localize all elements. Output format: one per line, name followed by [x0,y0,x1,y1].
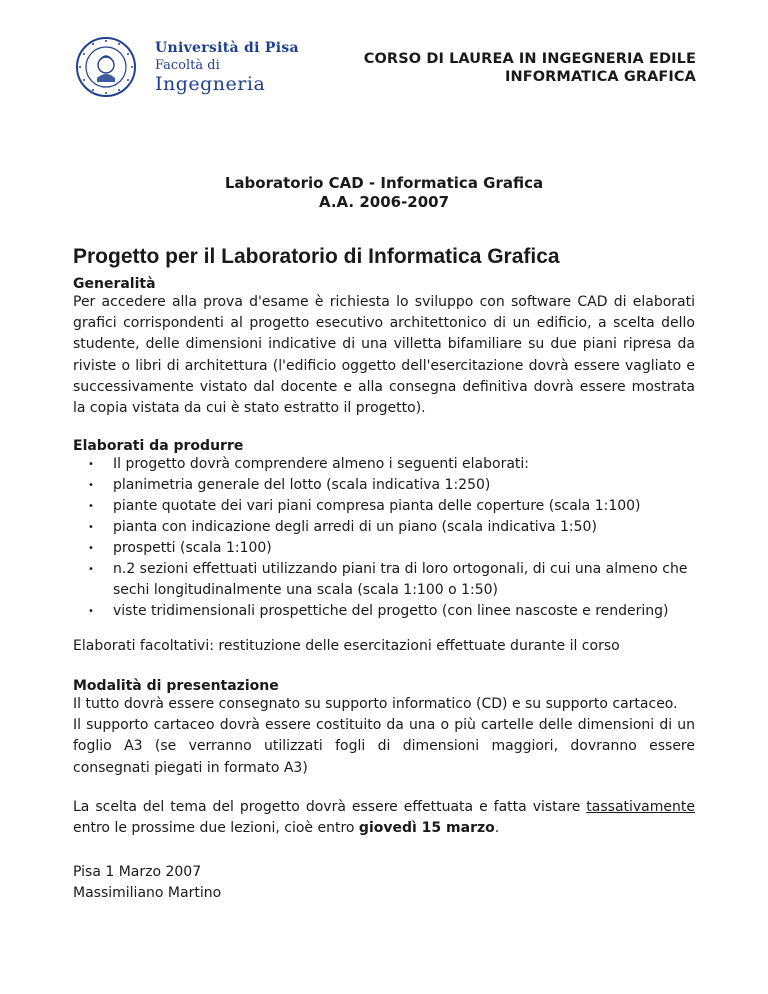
list-item: • planimetria generale del lotto (scala indicativa 1:250) [73,475,695,496]
faculty-name: Ingegneria [155,73,266,95]
elaborati-heading: Elaborati da produrre [73,438,244,454]
course-line-2: INFORMATICA GRAFICA [504,69,696,85]
university-name: Università di Pisa [155,40,299,56]
bullet-icon: • [88,480,94,491]
page-title: Progetto per il Laboratorio di Informatica Grafica [73,245,560,268]
academic-year: A.A. 2006-2007 [318,193,450,211]
bullet-icon: • [88,522,94,533]
modalita-heading: Modalità di presentazione [73,678,279,694]
bullet-icon: • [88,564,94,575]
list-item: • pianta con indicazione degli arredi di un piano (scala indicativa 1:50) [73,517,695,538]
course-line-1: CORSO DI LAUREA IN INGEGNERIA EDILE [363,51,696,67]
list-item: • Il progetto dovrà comprendere almeno i seguenti elaborati: [73,454,695,475]
bullet-icon: • [88,543,94,554]
list-item: • prospetti (scala 1:100) [73,538,695,559]
bullet-icon: • [88,501,94,512]
lab-heading [0,174,768,212]
modalita-line-1: Il tutto dovrà essere consegnato su supporto informatico (CD) e su supporto cartaceo. [73,696,678,712]
scelta-paragraph: La scelta del tema del progetto dovrà essere effettuata e fatta vistare tassativamente entro le prossime due lezioni, cioè entro giovedì 15 marzo. [73,799,695,837]
university-name-block [155,40,299,95]
deadline-date: giovedì 15 marzo [358,820,495,837]
elaborati-section [73,438,695,622]
bullet-icon: • [88,606,94,617]
faculty-prefix: Facoltà di [155,58,220,73]
course-header [364,50,696,86]
bullet-icon: • [88,459,94,470]
university-seal-icon [75,36,137,98]
elaborati-list [73,454,695,622]
modalita-line-2: Il supporto cartaceo dovrà essere costituito da una o più cartelle delle dimensioni di un foglio A3 (se verranno utilizzati fogli di dimensioni maggiori, dovranno essere consegnati piegati in formato A3) [73,717,695,776]
modalita-section [73,678,695,779]
underlined-word: tassativamente [586,799,695,815]
list-item: • n.2 sezioni effettuati utilizzando piani tra di loro ortogonali, di cui una almeno che sechi longitudinalmente una scala (scala 1:100 o 1:50) [88,561,688,598]
generalita-text: Per accedere alla prova d'esame è richiesta lo sviluppo con software CAD di elaborati grafici corrispondenti al progetto esecutivo architettonico di un edificio, a scelta dello studente, delle dimensioni indicative di una villetta bifamiliare su due piani ripresa da riviste o libri di architettura (l'edificio oggetto dell'esercitazione dovrà essere vagliato e successivamente vistato dal docente e alla consegna definitiva dovrà essere mostrata la copia vistata da cui è stato estratto il progetto). [73,294,695,417]
lab-title: Laboratorio CAD - Informatica Grafica [224,174,544,192]
place-date: Pisa 1 Marzo 2007 [73,864,202,880]
signature-block [73,862,221,904]
list-item: • piante quotate dei vari piani compresa pianta delle coperture (scala 1:100) [73,496,695,517]
list-item: • viste tridimensionali prospettiche del progetto (con linee nascoste e rendering) [73,601,695,622]
elaborati-facoltativi: Elaborati facoltativi: restituzione delle esercitazioni effettuate durante il corso [73,638,620,654]
university-logo [75,36,299,102]
author-name: Massimiliano Martino [73,885,222,901]
generalita-heading: Generalità [73,276,156,292]
generalita-section [73,276,695,419]
